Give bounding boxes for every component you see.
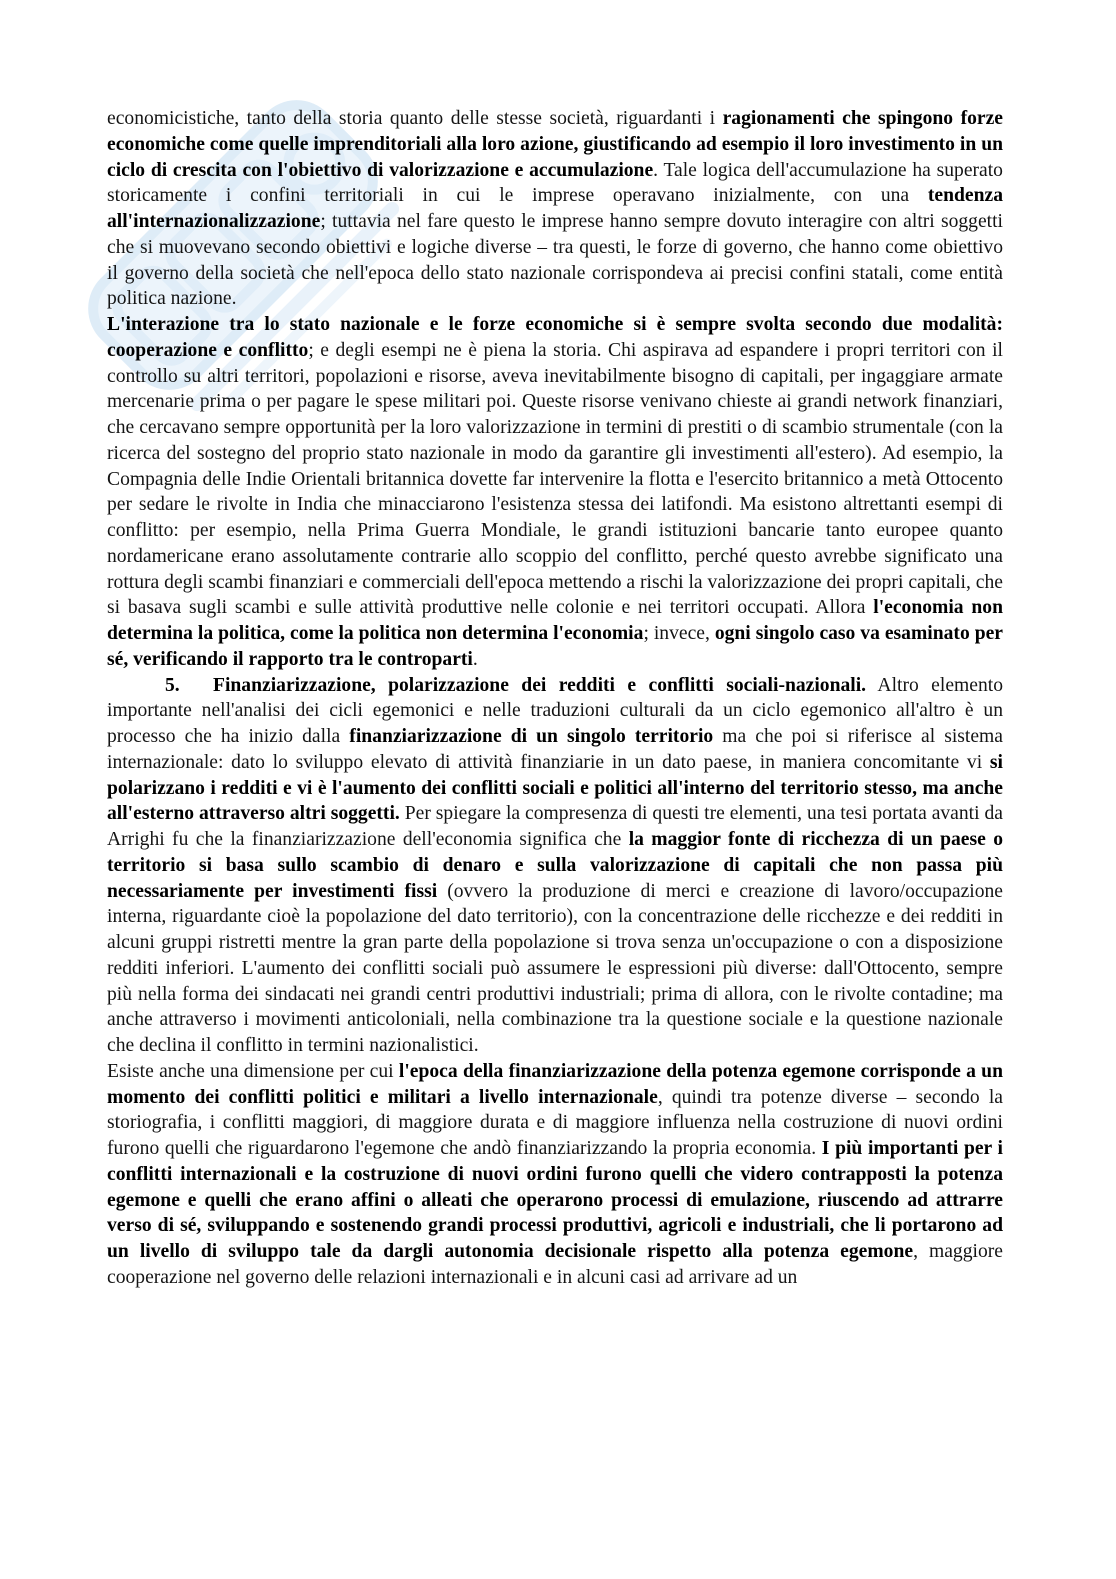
bold-text-run: finanziarizzazione di un singolo territorio xyxy=(349,726,714,747)
text-run: economicistiche, tanto della storia quanto delle stesse società, riguardanti i xyxy=(107,108,723,129)
bold-text-run: ragionamenti che spingono forze economiche come quelle imprenditoriali alla loro azione, giustificando ad esempio il loro investimento in un ciclo di crescita con l'obiettivo di valorizzazione e accumulazione xyxy=(107,108,1003,181)
section-paragraph xyxy=(107,673,1003,1059)
paragraph xyxy=(107,106,1003,312)
text-run: ; e degli esempi ne è piena la storia. Chi aspirava ad espandere i propri territori con il controllo su altri territori, popolazioni e risorse, aveva inevitabilmente bisogno di capitali, per ingaggiare armate mercenarie prima o per pagare le spese militari poi. Queste risorse venivano chieste ai grandi network finanziari, che cercavano sempre opportunità per la loro valorizzazione in termini di prestiti o di scambio strumentale (con la ricerca del sostegno del proprio stato nazionale in modo da garantire gli investimenti all'estero). Ad esempio, la Compagnia delle Indie Orientali britannica dovette far intervenire la flotta e l'esercito britannico a metà Ottocento per sedare le rivolte in India che minacciarono l'esistenza stessa dei latifondi. Ma esistono altrettanti esempi di conflitto: per esempio, nella Prima Guerra Mondiale, le grandi istituzioni bancarie tanto europee quanto nordamericane erano assolutamente contrarie allo scoppio del conflitto, perché questo avrebbe significato una rottura degli scambi finanziari e commerciali dell'epoca mettendo a rischi la valorizzazione dei propri capitali, che si basava sugli scambi e sulle attività produttive nelle colonie e nei territori occupati. Allora xyxy=(107,339,1003,619)
bold-text-run: I più importanti per i conflitti internazionali e la costruzione di nuovi ordini furono quelli che videro contrapposti la potenza egemone e quelli che erano affini o alleati che operarono processi di emulazione, riuscendo ad attrarre verso di sé, sviluppando e sostenendo grandi processi produttivi, agricoli e industriali, che li portarono ad un livello di sviluppo tale da dargli autonomia decisionale rispetto alla potenza egemone xyxy=(107,1138,1003,1262)
text-run: (ovvero la produzione di merci e creazione di lavoro/occupazione interna, riguardante cioè la popolazione del dato territorio), con la concentrazione delle ricchezze e dei redditi in alcuni gruppi ristretti mentre la gran parte della popolazione si trova senza un'occupazione o con a disposizione redditi inferiori. L'aumento dei conflitti sociali può assumere le espressioni più diverse: dall'Ottocento, sempre più nella forma dei sindacati nei grandi centri produttivi industriali; prima di allora, con le rivolte contadine; ma anche attraverso i movimenti anticoloniali, nella combinazione tra la questione sociale e la questione nazionale che declina il conflitto in termini nazionalistici. xyxy=(107,880,1003,1056)
bold-text-run: tendenza all'internazionalizzazione xyxy=(107,185,1003,232)
text-run: ; tuttavia nel fare questo le imprese hanno sempre dovuto interagire con altri soggetti che si muovevano secondo obiettivi e logiche diverse – tra questi, le forze di governo, che hanno come obiettivo il governo della società che nell'epoca dello stato nazionale corrispondeva ai precisi confini statali, come entità politica nazione. xyxy=(107,211,1003,310)
bold-text-run: l'economia non determina la politica, come la politica non determina l'economia xyxy=(107,597,1004,644)
text-run: , quindi tra potenze diverse – secondo la storiografia, i conflitti maggiori, di maggiore durata e di maggiore influenza nella costruzione di nuovi ordini furono quelli che riguardarono l'egemone che andò finanziarizzando la propria economia. xyxy=(107,1086,1004,1159)
bold-text-run: L'interazione tra lo stato nazionale e le forze economiche si è sempre svolta secondo due modalità: cooperazione e conflitto xyxy=(107,314,1003,361)
text-run: . Tale logica dell'accumulazione ha superato storicamente i confini territoriali in cui le imprese operavano inizialmente, con una xyxy=(107,159,1003,207)
text-run: . xyxy=(472,648,478,670)
paragraph xyxy=(107,1059,1003,1291)
text-run: Per spiegare la compresenza di questi tre elementi, una tesi portata avanti da Arrighi fu che la finanziarizzazione dell'economia significa che xyxy=(107,803,1003,850)
paragraph xyxy=(107,312,1003,673)
text-run: Altro elemento importante nell'analisi dei cicli egemonici e nelle traduzioni culturali da un ciclo egemonico all'altro è un processo che ha inizio dalla xyxy=(107,674,1003,747)
text-run: ; invece, xyxy=(643,623,715,644)
bold-text-run: ogni singolo caso va esaminato per sé, verificando il rapporto tra le controparti xyxy=(107,623,1003,670)
bold-text-run: si polarizzano i redditi e vi è l'aumento dei conflitti sociali e politici all'interno del territorio stesso, ma anche all'esterno attraverso altri soggetti. xyxy=(107,751,1003,825)
document-body xyxy=(107,106,1003,1291)
text-run: , maggiore cooperazione nel governo delle relazioni internazionali e in alcuni casi ad arrivare ad un xyxy=(107,1241,1003,1288)
text-run: Esiste anche una dimensione per cui xyxy=(107,1060,399,1082)
section-heading: Finanziarizzazione, polarizzazione dei redditi e conflitti sociali-nazionali. xyxy=(213,674,867,696)
bold-text-run: la maggior fonte di ricchezza di un paese o territorio si basa sullo scambio di denaro e sulla valorizzazione di capitali che non passa più necessariamente per investimenti fissi xyxy=(107,829,1003,902)
bold-text-run: l'epoca della finanziarizzazione della potenza egemone corrisponde a un momento dei conflitti politici e militari a livello internazionale xyxy=(107,1060,1003,1108)
section-number: 5. xyxy=(165,674,180,696)
text-run: ma che poi si riferisce al sistema internazionale: dato lo sviluppo elevato di attività finanziarie in un dato paese, in maniera concomitante vi xyxy=(107,726,1003,773)
